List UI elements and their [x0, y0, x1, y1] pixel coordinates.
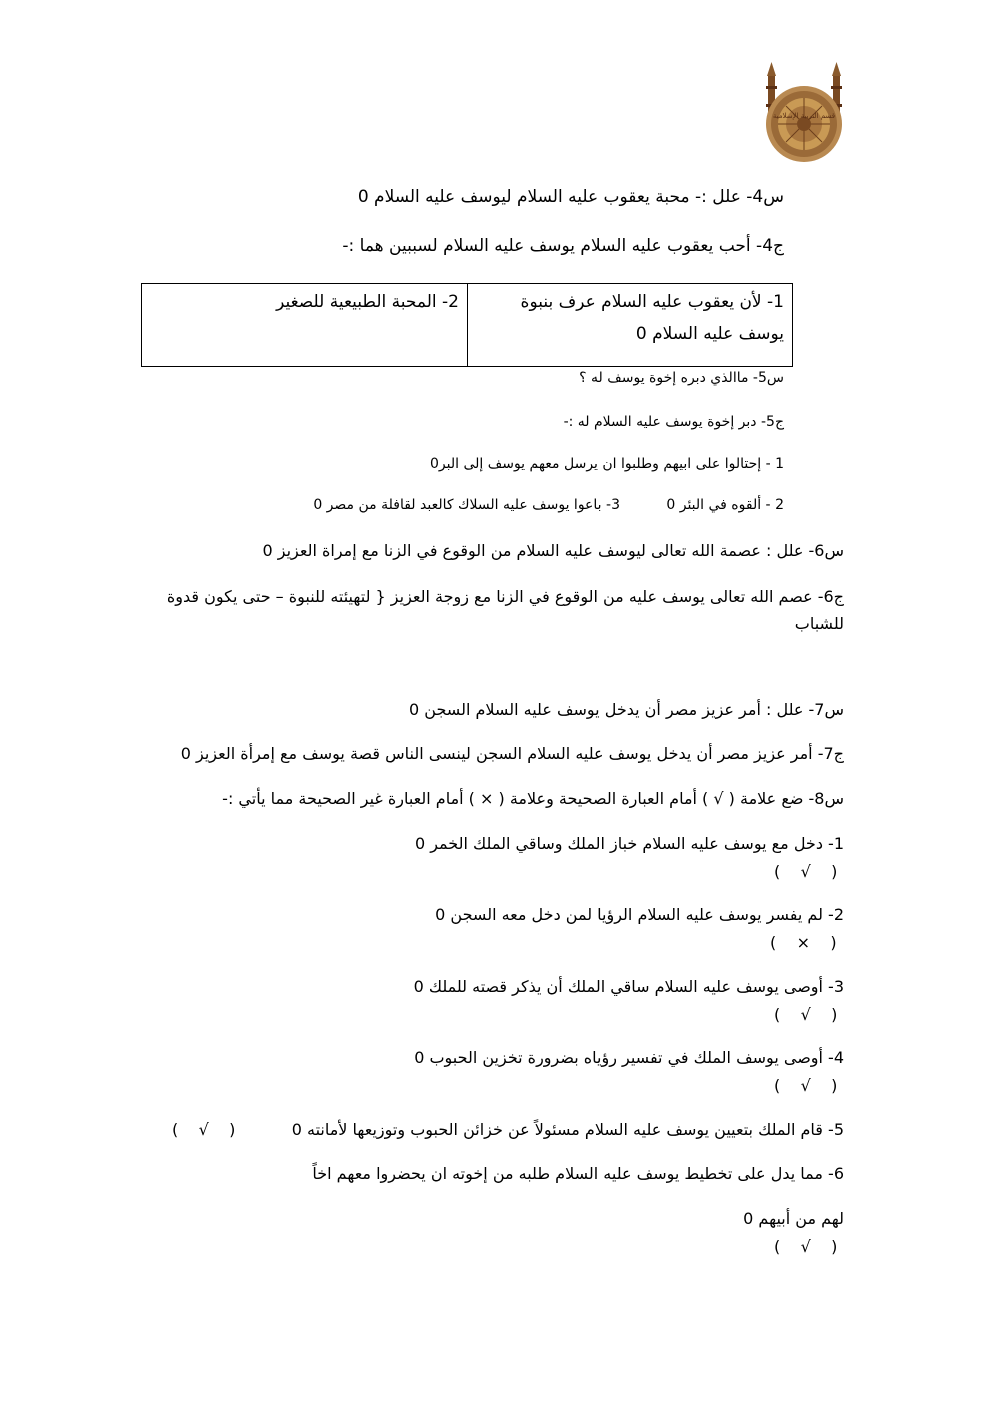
- svg-text:قسم التربية الإسلامية: قسم التربية الإسلامية: [772, 112, 836, 120]
- q8-item-3: 3- أوصى يوسف عليه السلام ساقي الملك أن يذكر قصته للملك 0: [413, 977, 844, 996]
- q8-item-1: 1- دخل مع يوسف عليه السلام خباز الملك وساقي الملك الخمر 0: [414, 834, 844, 853]
- q5-item-2: 2 - ألقوه في البئر 0: [666, 497, 784, 513]
- q8-item-4-mark: ( √ ): [774, 1076, 838, 1095]
- q4-reasons-table: [141, 283, 793, 367]
- q8-item-2: 2- لم يفسر يوسف عليه السلام الرؤيا لمن دخل معه السجن 0: [435, 905, 844, 924]
- q8-item-4: 4- أوصى يوسف الملك في تفسير رؤياه بضرورة تخزين الحبوب 0: [414, 1048, 844, 1067]
- q7-answer: ج7- أمر عزيز مصر أن يدخل يوسف عليه السلام السجن لينسى الناس قصة يوسف مع إمرأة العزيز 0: [180, 744, 844, 763]
- q5-question: س5- ماالذي دبره إخوة يوسف له ؟: [579, 370, 784, 386]
- q8-item-1-mark: ( √ ): [774, 862, 838, 881]
- q8-item-3-mark: ( √ ): [774, 1005, 838, 1024]
- q5-item-3: 3- باعوا يوسف عليه السلاك كالعبد لقافلة من مصر 0: [313, 497, 620, 513]
- q8-item-2-mark: ( × ): [770, 933, 837, 952]
- q4-reason-2: 2- المحبة الطبيعية للصغير: [142, 284, 468, 367]
- q5-item-1: 1 - إحتالوا على ابيهم وطلبوا ان يرسل معهم يوسف إلى البر0: [429, 456, 784, 472]
- q5-answer: ج5- دبر إخوة يوسف عليه السلام له :-: [563, 414, 784, 430]
- q8-instruction: س8- ضع علامة ( √ ) أمام العبارة الصحيحة وعلامة ( × ) أمام العبارة غير الصحيحة مما يأتي :-: [222, 789, 844, 808]
- q6-question: س6- علل : عصمة الله تعالى ليوسف عليه السلام من الوقوع في الزنا مع إمراة العزيز 0: [262, 541, 844, 560]
- q6-answer: ج6- عصم الله تعالى يوسف عليه من الوقوع في الزنا مع زوجة العزيز { لتهيئته للنبوة – حتى يكون قدوة للشباب: [166, 587, 844, 633]
- q7-question: س7- علل : أمر عزيز مصر أن يدخل يوسف عليه السلام السجن 0: [409, 700, 844, 719]
- q8-item-6-continuation: لهم من أبيهم 0: [743, 1209, 844, 1228]
- q8-item-6-mark: ( √ ): [774, 1237, 838, 1256]
- q8-item-5: 5- قام الملك بتعيين يوسف عليه السلام مسئولاً عن خزائن الحبوب وتوزيعها لأمانته 0: [291, 1120, 844, 1139]
- q4-reason-1: 1- لأن يعقوب عليه السلام عرف بنبوة يوسف عليه السلام 0: [468, 284, 793, 367]
- q4-answer: ج4- أحب يعقوب عليه السلام يوسف عليه السلام لسببين هما :-: [342, 236, 784, 256]
- q4-question: س4- علل :- محبة يعقوب عليه السلام ليوسف عليه السلام 0: [357, 187, 784, 207]
- q8-item-5-mark: ( √ ): [172, 1120, 236, 1139]
- q8-item-6: 6- مما يدل على تخطيط يوسف عليه السلام طلبه من إخوته ان يحضروا معهم اخاً: [312, 1164, 844, 1183]
- mosque-emblem-icon: [760, 58, 848, 166]
